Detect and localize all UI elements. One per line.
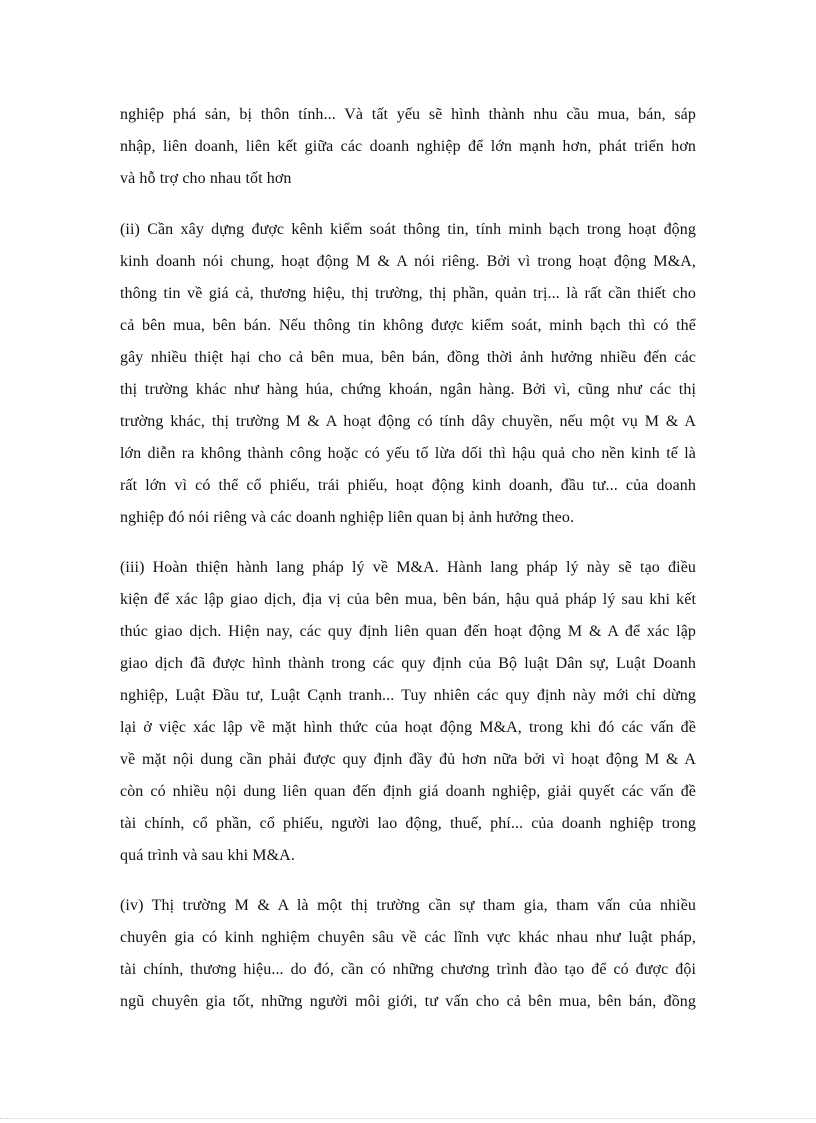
text-line: giao dịch đã được hình thành trong các quy định của Bộ luật Dân sự, Luật Doanh xyxy=(120,655,696,672)
text-line: về mặt nội dung cần phải được quy định đầy đủ hơn nữa bởi vì hoạt động M & A xyxy=(120,751,696,768)
text-line: lại ở việc xác lập về mặt hình thức của hoạt động M&A, trong khi đó các vấn đề xyxy=(120,719,696,736)
text-line: (iii) Hoàn thiện hành lang pháp lý về M&A. Hành lang pháp lý này sẽ tạo điều xyxy=(120,559,696,576)
text-line: ngũ chuyên gia tốt, những người môi giới, tư vấn cho cả bên mua, bên bán, đồng xyxy=(120,993,696,1010)
text-line: thúc giao dịch. Hiện nay, các quy định liên quan đến hoạt động M & A để xác lập xyxy=(120,623,696,640)
text-line: tài chính, cổ phần, cổ phiếu, người lao động, thuế, phí... của doanh nghiệp trong xyxy=(120,815,696,832)
text-line: lớn diễn ra không thành công hoặc có yếu tố lừa dối thì hậu quả cho nền kinh tế là xyxy=(120,445,696,462)
text-line: và hỗ trợ cho nhau tốt hơn xyxy=(120,170,292,187)
text-line: rất lớn vì có thể cổ phiếu, trái phiếu, hoạt động kinh doanh, đầu tư... của doanh xyxy=(120,477,696,494)
page-bottom-edge xyxy=(0,1118,816,1119)
text-line: thị trường khác như hàng húa, chứng khoán, ngân hàng. Bởi vì, cũng như các thị xyxy=(120,381,696,398)
text-line: thông tin về giá cả, thương hiệu, thị trường, thị phần, quản trị... là rất cần thiết cho xyxy=(120,285,696,302)
text-line: cả bên mua, bên bán. Nếu thông tin không được kiểm soát, minh bạch thì có thể xyxy=(120,317,696,334)
text-line: gây nhiều thiệt hại cho cả bên mua, bên bán, đồng thời ảnh hưởng nhiều đến các xyxy=(120,349,696,366)
text-line: còn có nhiều nội dung liên quan đến định giá doanh nghiệp, giải quyết các vấn đề xyxy=(120,783,696,800)
text-line: nhập, liên doanh, liên kết giữa các doanh nghiệp để lớn mạnh hơn, phát triển hơn xyxy=(120,138,696,155)
text-line: quá trình và sau khi M&A. xyxy=(120,847,295,864)
text-line: chuyên gia có kinh nghiệm chuyên sâu về các lĩnh vực khác nhau như luật pháp, xyxy=(120,929,696,946)
text-line: kinh doanh nói chung, hoạt động M & A nói riêng. Bởi vì trong hoạt động M&A, xyxy=(120,253,696,270)
text-line: trường khác, thị trường M & A hoạt động có tính dây chuyền, nếu một vụ M & A xyxy=(120,413,696,430)
text-line: (ii) Cần xây dựng được kênh kiểm soát thông tin, tính minh bạch trong hoạt động xyxy=(120,221,696,238)
text-line: kiện để xác lập giao dịch, địa vị của bên mua, bên bán, hậu quả pháp lý sau khi kết xyxy=(120,591,696,608)
text-line: tài chính, thương hiệu... do đó, cần có những chương trình đào tạo để có được đội xyxy=(120,961,696,978)
text-line: (iv) Thị trường M & A là một thị trường cần sự tham gia, tham vấn của nhiều xyxy=(120,897,696,914)
text-line: nghiệp đó nói riêng và các doanh nghiệp liên quan bị ảnh hưởng theo. xyxy=(120,509,575,526)
text-line: nghiệp phá sản, bị thôn tính... Và tất yếu sẽ hình thành nhu cầu mua, bán, sáp xyxy=(120,106,696,123)
text-line: nghiệp, Luật Đầu tư, Luật Cạnh tranh... Tuy nhiên các quy định này mới chỉ dừng xyxy=(120,687,696,704)
